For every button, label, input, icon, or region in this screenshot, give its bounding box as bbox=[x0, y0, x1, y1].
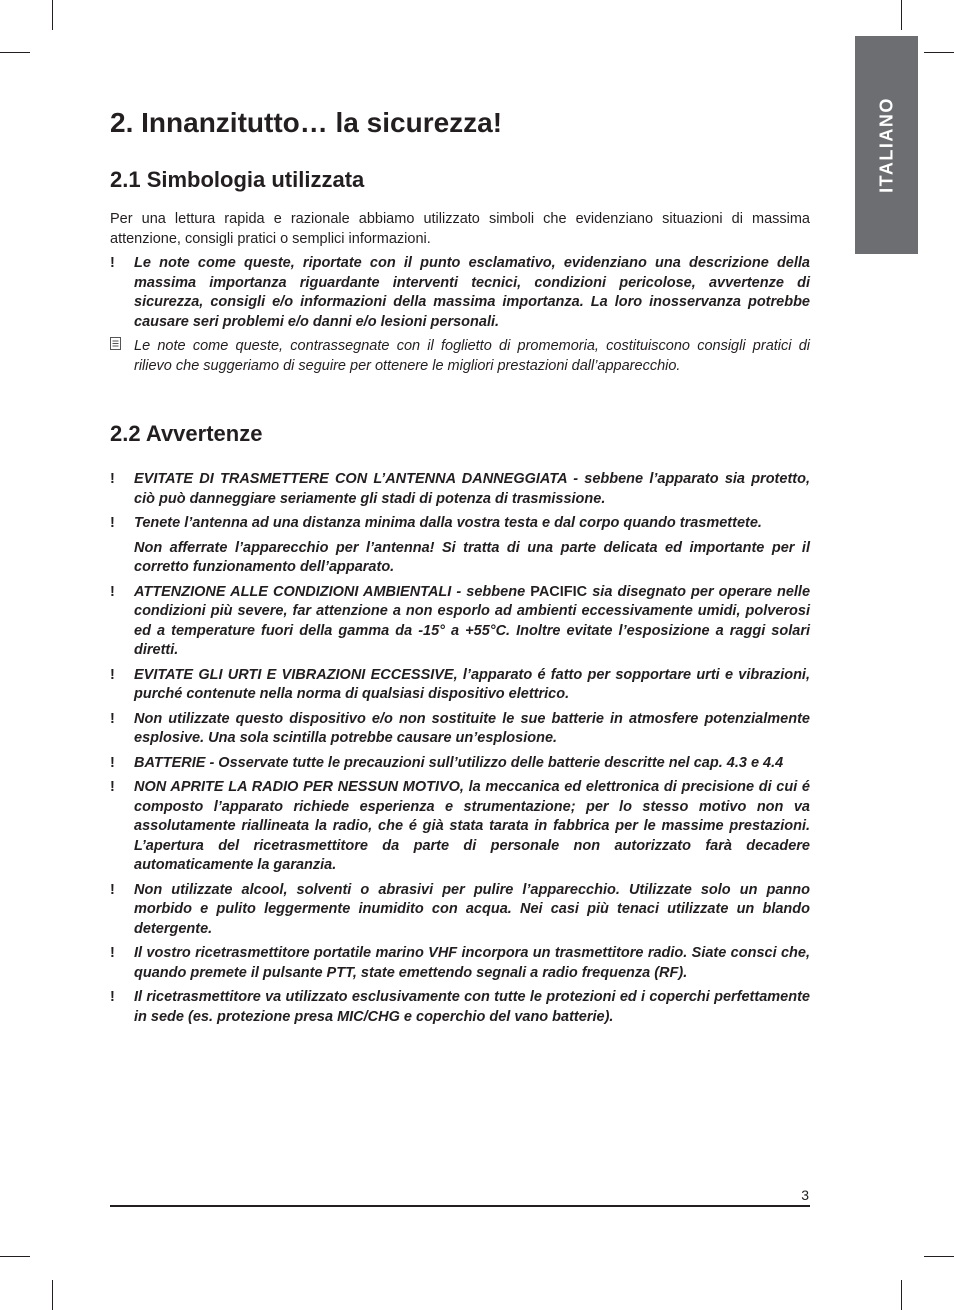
exclamation-icon: ! bbox=[110, 945, 115, 961]
crop-mark bbox=[924, 1256, 954, 1257]
language-tab bbox=[855, 36, 918, 254]
list-item-text: EVITATE DI TRASMETTERE CON L’ANTENNA DANNEGGIATA - sebbene l’apparato sia protetto, ciò può danneggiare seriamente gli stadi di potenza di trasmissione. bbox=[134, 471, 810, 507]
crop-mark bbox=[901, 0, 902, 30]
list-item bbox=[110, 666, 810, 705]
warnings-list bbox=[110, 470, 810, 1027]
brand-name: PACIFIC bbox=[530, 583, 588, 600]
list-item bbox=[110, 710, 810, 749]
note-icon bbox=[110, 337, 121, 357]
page-number: 3 bbox=[801, 1187, 809, 1203]
exclamation-icon: ! bbox=[110, 583, 115, 600]
crop-mark bbox=[0, 1256, 30, 1257]
note-legend bbox=[110, 337, 810, 376]
page-content bbox=[110, 100, 810, 1032]
page-title: 2. Innanzitutto… la sicurezza! bbox=[110, 107, 503, 138]
language-tab-label: ITALIANO bbox=[876, 97, 896, 193]
list-item-text: Non utilizzate questo dispositivo e/o non sostituite le sue batterie in atmosfere potenzialmente esplosive. Una sola scintilla potrebbe causare un’esplosione. bbox=[134, 710, 810, 746]
section-title-symbols: 2.1 Simbologia utilizzata bbox=[110, 167, 365, 192]
exclamation-icon: ! bbox=[110, 666, 115, 683]
list-item-continuation: Non afferrate l’apparecchio per l’antenna! Si tratta di una parte delicata ed importante per il corretto funzionamento dell’apparato. bbox=[134, 539, 810, 575]
exclamation-icon: ! bbox=[110, 255, 115, 271]
list-item-text: sia disegnato per operare nelle condizioni più severe, far attenzione a non esporlo ad ambienti eccessivamente umidi, polverosi ed a temperature fuori della gamma da -15° a +55°C. Inoltre evitate l’esposizione a raggi solari diretti. bbox=[134, 583, 811, 658]
list-item bbox=[110, 470, 810, 509]
warning-legend-text: Le note come queste, riportate con il punto esclamativo, evidenziano una descrizione della massima importanza riguardante interventi tecnici, condizioni pericolose, avvertenze di sicurezza, consigli e/o informazioni della massima importanza. La loro inosservanza potrebbe causare seri problemi e/o danni e/o lesioni personali. bbox=[134, 255, 810, 330]
list-item bbox=[110, 754, 810, 774]
list-item-text: NON APRITE LA RADIO PER NESSUN MOTIVO, la meccanica ed elettronica di precisione di cui é composto l’apparato richiede esperienza e strumentazione; per lo stesso motivo non va assolutamente riallineata la radio, che é già stata tarata in fabbrica per le massime prestazioni. L’apertura del ricetrasmettitore da parte di personale non autorizzato farà decadere automaticamente la garanzia. bbox=[134, 779, 810, 873]
note-legend-text: Le note come queste, contrassegnate con il foglietto di promemoria, costituiscono consigli pratici di rilievo che suggeriamo di seguire per ottenere le migliori prestazioni dall’apparecchio. bbox=[134, 338, 810, 374]
crop-mark bbox=[924, 52, 954, 53]
crop-mark bbox=[52, 0, 53, 30]
exclamation-icon: ! bbox=[110, 710, 115, 727]
list-item-text: Il vostro ricetrasmettitore portatile marino VHF incorpora un trasmettitore radio. Siate consci che, quando premete il pulsante PTT, state emettendo segnali a radio frequenza (RF). bbox=[134, 945, 810, 981]
crop-mark bbox=[901, 1280, 902, 1310]
exclamation-icon: ! bbox=[110, 515, 115, 531]
list-item bbox=[110, 881, 810, 940]
section-intro: Per una lettura rapida e razionale abbiamo utilizzato simboli che evidenziano situazioni di massima attenzione, consigli pratici o semplici informazioni. bbox=[110, 211, 810, 247]
list-item-text: Tenete l’antenna ad una distanza minima dalla vostra testa e dal corpo quando trasmettete. bbox=[134, 515, 762, 531]
list-item-text: Non utilizzate alcool, solventi o abrasivi per pulire l’apparecchio. Utilizzate solo un panno morbido e pulito leggermente inumidito con acqua. Nei casi più tenaci utilizzate un blando detergente. bbox=[134, 881, 810, 937]
exclamation-icon: ! bbox=[110, 989, 115, 1005]
list-item bbox=[110, 988, 810, 1027]
crop-mark bbox=[0, 52, 30, 53]
list-item-text: ATTENZIONE ALLE CONDIZIONI AMBIENTALI - sebbene bbox=[134, 583, 531, 600]
warning-legend bbox=[110, 254, 810, 332]
footer-divider bbox=[110, 1205, 810, 1207]
list-item-text: EVITATE GLI URTI E VIBRAZIONI ECCESSIVE, l’apparato é fatto per sopportare urti e vibrazioni, purché contenute nella norma di qualsiasi dispositivo elettrico. bbox=[134, 666, 810, 702]
exclamation-icon: ! bbox=[110, 754, 115, 771]
list-item bbox=[110, 944, 810, 983]
exclamation-icon: ! bbox=[110, 881, 115, 898]
list-item bbox=[110, 514, 810, 534]
list-item-text: BATTERIE - Osservate tutte le precauzioni sull’utilizzo delle batterie descritte nel cap. 4.3 e 4.4 bbox=[134, 754, 784, 771]
list-item-text: Il ricetrasmettitore va utilizzato esclusivamente con tutte le protezioni ed i coperchi perfettamente in sede (es. protezione presa MIC/CHG e coperchio del vano batterie). bbox=[134, 989, 810, 1025]
list-item bbox=[110, 778, 810, 876]
exclamation-icon: ! bbox=[110, 471, 115, 487]
list-item bbox=[110, 583, 810, 661]
exclamation-icon: ! bbox=[110, 779, 115, 795]
crop-mark bbox=[52, 1280, 53, 1310]
section-title-warnings: 2.2 Avvertenze bbox=[110, 421, 263, 446]
